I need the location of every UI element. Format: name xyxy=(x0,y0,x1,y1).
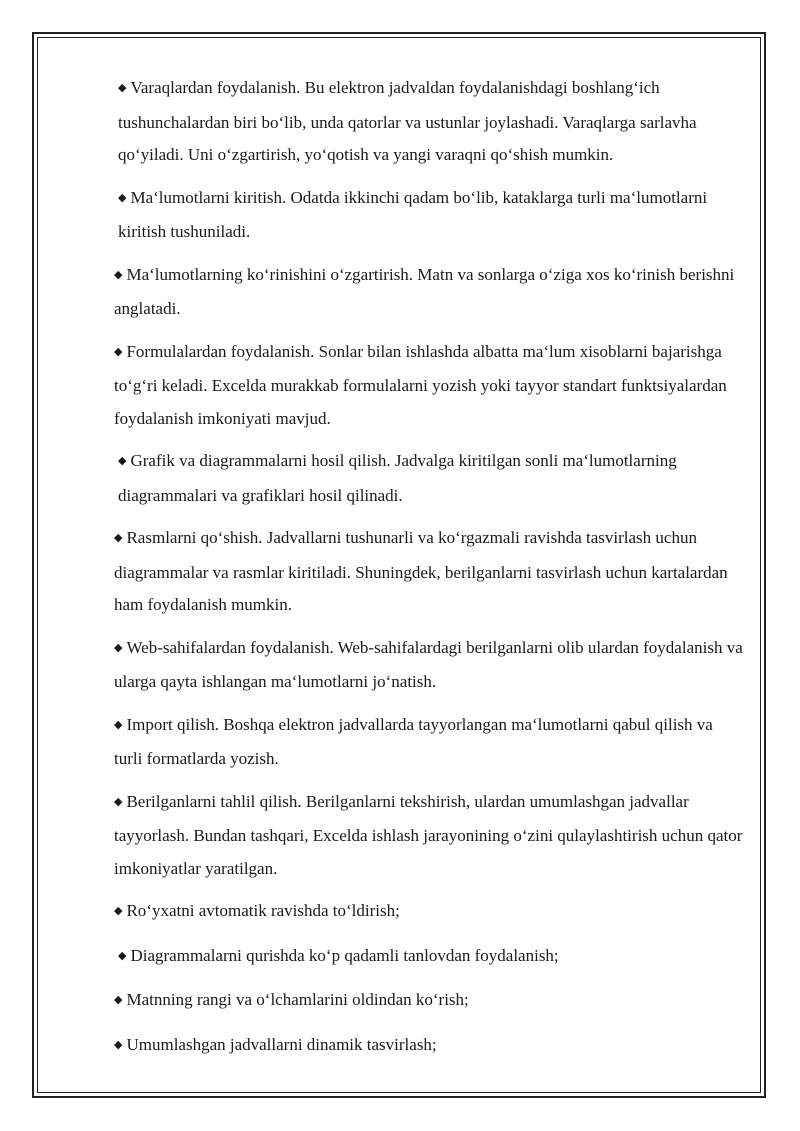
paragraph-web xyxy=(114,632,744,699)
paragraph-text: Import qilish. Boshqa elektron jadvallarda tayyorlangan ma‘lumotlarni qabul qilish va turli formatlarda yozish. xyxy=(114,714,713,768)
paragraph-text: Varaqlardan foydalanish. Bu elektron jadvaldan foydalanishdagi boshlang‘ich tushunchalardan biri bo‘lib, unda qatorlar va ustunlar joylashadi. Varaqlarga sarlavha qo‘yiladi. Uni o‘zgartirish, yo‘qotish va yangi varaqni qo‘shish mumkin. xyxy=(118,78,697,164)
paragraph-text: Ro‘yxatni avtomatik ravishda to‘ldirish; xyxy=(126,901,400,920)
bullet-diamond-icon: ◆ xyxy=(118,949,127,962)
paragraph-matn-rangi xyxy=(114,984,744,1019)
bullet-diamond-icon: ◆ xyxy=(114,795,123,808)
bullet-diamond-icon: ◆ xyxy=(118,191,127,204)
paragraph-text: Formulalardan foydalanish. Sonlar bilan ishlashda albatta ma‘lum xisoblarni bajarishga to‘g‘ri keladi. Excelda murakkab formulalarni yozish yoki tayyor standart funktsiyalardan foydalanish imkoniyati mavjud. xyxy=(114,341,727,428)
paragraph-tahlil xyxy=(114,786,744,886)
paragraph-text: Ma‘lumotlarni kiritish. Odatda ikkinchi qadam bo‘lib, kataklarga turli ma‘lumotlarni kiritish tushuniladi. xyxy=(118,187,708,241)
paragraph-text: Matnning rangi va o‘lchamlarini oldindan ko‘rish; xyxy=(126,990,469,1009)
bullet-diamond-icon: ◆ xyxy=(114,268,123,281)
bullet-diamond-icon: ◆ xyxy=(114,641,123,654)
paragraph-text: Web-sahifalardan foydalanish. Web-sahifalardagi berilganlarni olib ulardan foydalanish va ularga qayta ishlangan ma‘lumotlarni jo‘natish. xyxy=(114,637,743,691)
paragraph-rasmlar xyxy=(114,522,744,622)
paragraph-import xyxy=(114,709,744,776)
paragraph-text: Grafik va diagrammalarni hosil qilish. Jadvalga kiritilgan sonli ma‘lumotlarning diagrammalari va grafiklari hosil qilinadi. xyxy=(118,451,677,505)
paragraph-text: Ma‘lumotlarning ko‘rinishini o‘zgartirish. Matn va sonlarga o‘ziga xos ko‘rinish berishni anglatadi. xyxy=(114,264,735,318)
bullet-diamond-icon: ◆ xyxy=(114,532,123,544)
bullet-diamond-icon: ◆ xyxy=(118,455,127,467)
paragraph-varaqlar xyxy=(114,72,744,172)
paragraph-korinish xyxy=(114,259,744,326)
document-body xyxy=(114,72,744,1073)
paragraph-formulalar xyxy=(114,336,744,436)
paragraph-grafik xyxy=(114,445,744,512)
bullet-diamond-icon: ◆ xyxy=(114,994,123,1006)
paragraph-diagramma-qurish xyxy=(114,940,744,975)
paragraph-text: Rasmlarni qo‘shish. Jadvallarni tushunarli va ko‘rgazmali ravishda tasvirlash uchun diagrammalar va rasmlar kiritiladi. Shuningdek, berilganlarni tasvirlash uchun kartalardan ham foydalanish mumkin. xyxy=(114,528,728,614)
paragraph-malumot-kiritish xyxy=(114,182,744,249)
bullet-diamond-icon: ◆ xyxy=(114,345,123,358)
paragraph-royxat xyxy=(114,895,744,930)
bullet-diamond-icon: ◆ xyxy=(118,82,127,94)
paragraph-dinamik xyxy=(114,1029,744,1064)
bullet-diamond-icon: ◆ xyxy=(114,1038,123,1051)
paragraph-text: Umumlashgan jadvallarni dinamik tasvirlash; xyxy=(126,1034,437,1054)
paragraph-text: Berilganlarni tahlil qilish. Berilganlarni tekshirish, ulardan umumlashgan jadvallar tayyorlash. Bundan tashqari, Excelda ishlash jarayonining o‘zini qulaylashtirish uchun qator imkoniyatlar yaratilgan. xyxy=(114,791,743,878)
bullet-diamond-icon: ◆ xyxy=(114,718,123,731)
bullet-diamond-icon: ◆ xyxy=(114,905,123,917)
paragraph-text: Diagrammalarni qurishda ko‘p qadamli tanlovdan foydalanish; xyxy=(130,945,559,965)
